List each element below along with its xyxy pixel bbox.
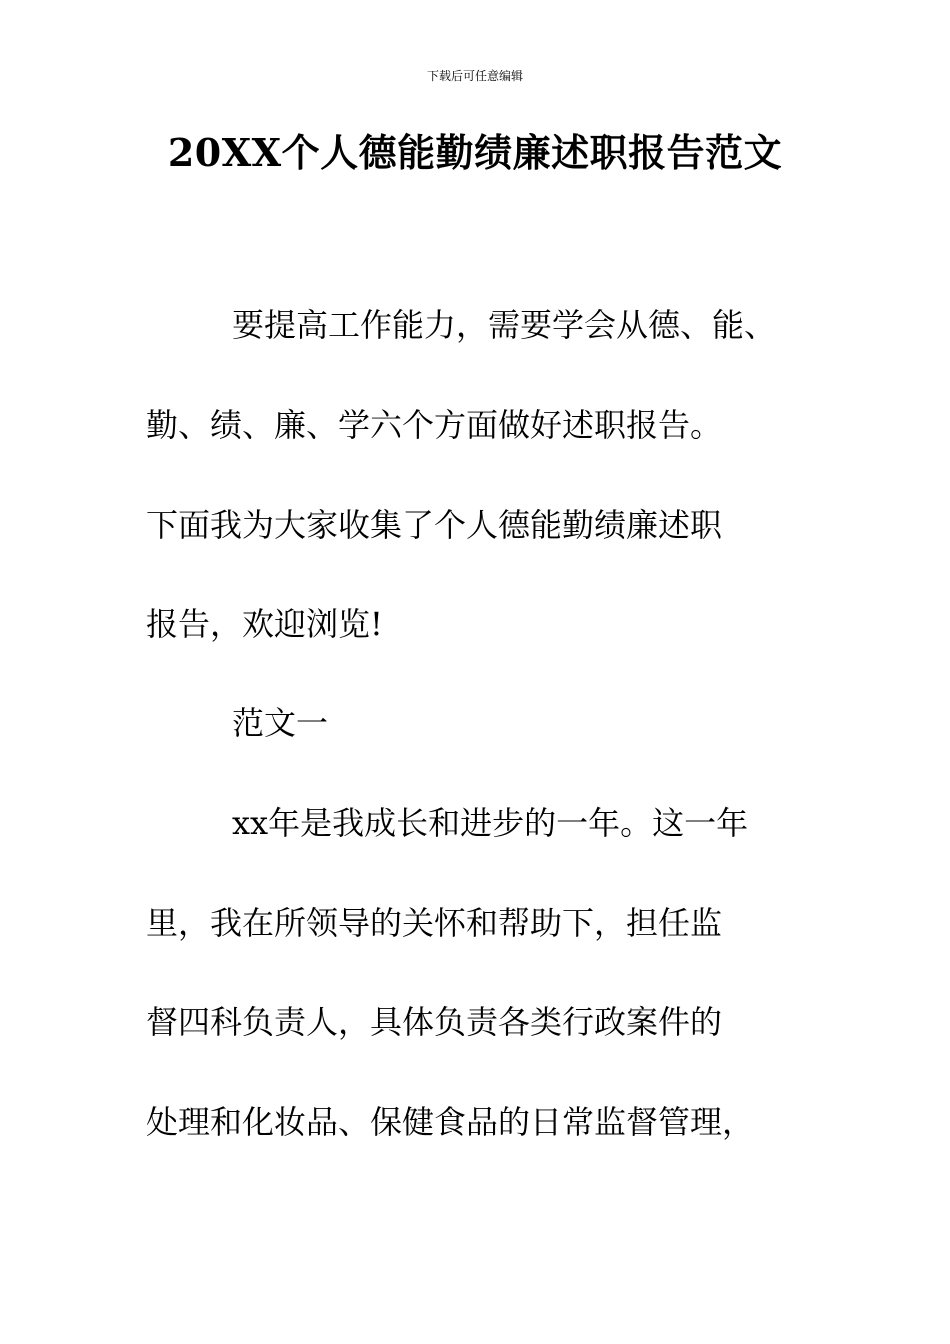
body-line: 处理和化妆品、保健食品的日常监督管理， — [146, 1103, 755, 1141]
body-line: 勤、绩、廉、学六个方面做好述职报告。 — [146, 406, 723, 444]
body-line: 督四科负责人，具体负责各类行政案件的 — [146, 1003, 723, 1041]
body-line: 下面我为大家收集了个人德能勤绩廉述职 — [146, 506, 723, 544]
header-note: 下载后可任意编辑 — [426, 69, 523, 83]
body-line: 里，我在所领导的关怀和帮助下，担任监 — [146, 904, 723, 942]
body-line: 要提高工作能力，需要学会从德、能、 — [232, 306, 777, 344]
document-title: 20XX个人德能勤绩廉述职报告范文 — [167, 130, 783, 175]
section-heading: 范文一 — [232, 704, 329, 742]
body-line: xx年是我成长和进步的一年。这一年 — [232, 804, 749, 842]
body-line: 报告，欢迎浏览! — [146, 605, 383, 643]
